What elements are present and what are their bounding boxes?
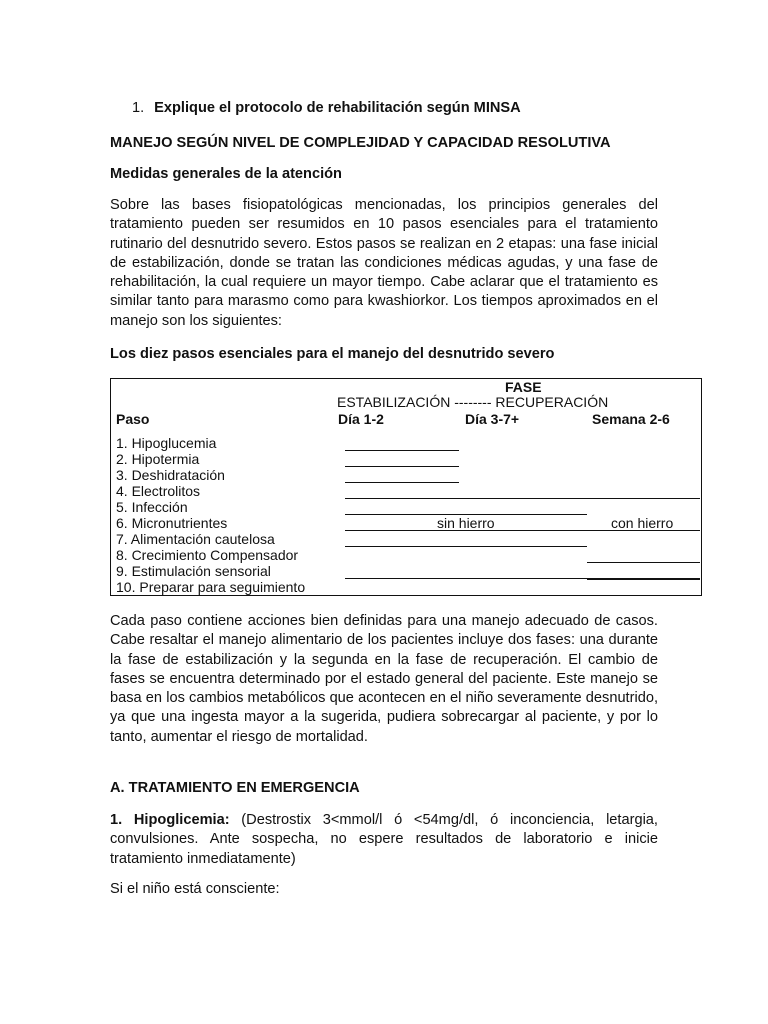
step-alimentacion: 7. Alimentación cautelosa: [116, 531, 275, 547]
fase-header: FASE: [505, 379, 542, 395]
line-micronutrientes: [345, 530, 700, 531]
step-electrolitos: 4. Electrolitos: [116, 483, 201, 499]
paragraph-hipoglicemia: [110, 811, 658, 869]
micro-con-hierro: con hierro: [611, 515, 674, 531]
paragraph-cada-paso: Cada paso contiene acciones bien definidas para una manejo adecuado de casos. Cabe resaltar el manejo alimentario de los pacientes incluye dos fases: una durante la fase de estabilización y la segunda en la fase de recuperación. El cambio de fases se encuentra determinado por el estado general del paciente. Este manejo se basa en los cambios metabólicos que acontecen en el niño severamente desnutrido, ya que una ingesta mayor a la sugerida, pudiera sobrecargar al paciente, y por lo tanto, aumentar el riesgo de mortalidad.: [110, 613, 658, 745]
step-infeccion: 5. Infección: [116, 499, 188, 515]
line-hipotermia: [345, 466, 459, 467]
pasos-table: [110, 378, 702, 596]
hipoglicemia-text: (Destrostix 3<mmol/l ó <54mg/dl, ó inconciencia, letargia, convulsiones. Ante sospecha, no espere resultados de laboratorio e inicie tratamiento inmediatamente): [110, 812, 658, 867]
step-hipoglucemia: 1. Hipoglucemia: [116, 435, 217, 451]
line-alimentacion: [345, 546, 587, 547]
micro-sin-hierro: sin hierro: [437, 515, 495, 531]
line-deshidratacion: [345, 482, 459, 483]
col-dia-3-7: Día 3-7+: [465, 411, 520, 427]
step-deshidratacion: 3. Deshidratación: [116, 467, 225, 483]
line-hipoglucemia: [345, 450, 459, 451]
question-1: [132, 99, 680, 118]
step-crecimiento: 8. Crecimiento Compensador: [116, 547, 299, 563]
step-estimulacion: 9. Estimulación sensorial: [116, 563, 271, 579]
step-micronutrientes: 6. Micronutrientes: [116, 515, 228, 531]
question-text: Explique el protocolo de rehabilitación según MINSA: [154, 100, 521, 116]
line-crecimiento: [587, 562, 700, 563]
heading-diez-pasos: Los diez pasos esenciales para el manejo del desnutrido severo: [110, 346, 555, 362]
line-electrolitos: [345, 498, 700, 499]
hipoglicemia-label: 1. Hipoglicemia:: [110, 812, 230, 828]
heading-medidas: Medidas generales de la atención: [110, 166, 342, 182]
col-dia-1-2: Día 1-2: [338, 411, 384, 427]
paragraph-bases: Sobre las bases fisiopatológicas mencionadas, los principios generales del tratamiento pueden ser resumidos en 10 pasos esenciales para el tratamiento rutinario del desnutrido severo. Estos pasos se realizan en 2 etapas: una fase inicial de estabilización, donde se tratan las condiciones médicas agudas, y una fase de rehabilitación, la cual requiere un mayor tiempo. Cabe aclarar que el tratamiento es similar tanto para marasmo como para kwashiorkor. Los tiempos aproximados en el manejo son los siguientes:: [110, 197, 658, 329]
line-seguimiento: [587, 579, 700, 580]
paragraph-consciente: Si el niño está consciente:: [110, 881, 280, 897]
step-seguimiento: 10. Preparar para seguimiento: [116, 579, 306, 595]
heading-tratamiento-emergencia: A. TRATAMIENTO EN EMERGENCIA: [110, 780, 360, 796]
step-hipotermia: 2. Hipotermia: [116, 451, 200, 467]
question-number: 1.: [132, 100, 145, 116]
heading-manejo: MANEJO SEGÚN NIVEL DE COMPLEJIDAD Y CAPACIDAD RESOLUTIVA: [110, 135, 611, 151]
col-semana-2-6: Semana 2-6: [592, 411, 670, 427]
phases-header: ESTABILIZACIÓN -------- RECUPERACIÓN: [337, 394, 609, 410]
col-paso: Paso: [116, 411, 150, 427]
